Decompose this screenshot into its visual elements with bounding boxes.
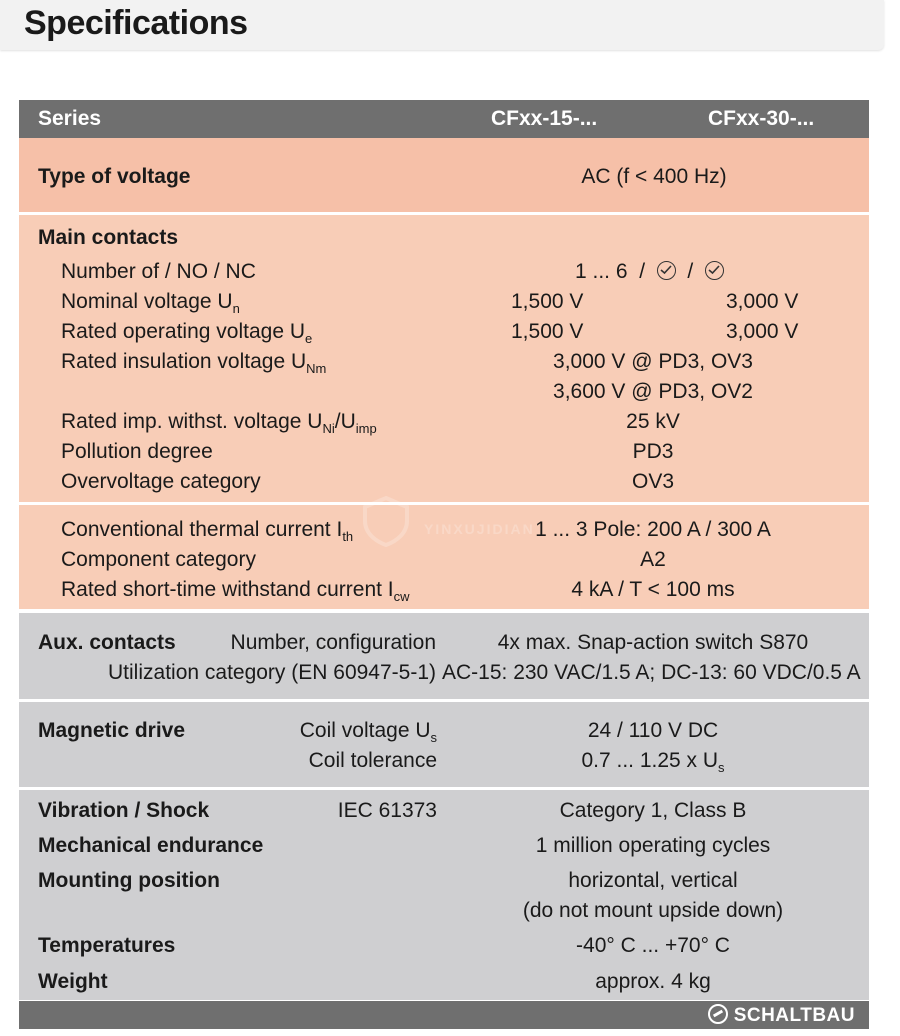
vibration-label: Vibration / Shock bbox=[38, 799, 210, 822]
aux-number-label: Number, configuration bbox=[230, 631, 436, 654]
number-contacts-range: 1 ... 6 bbox=[575, 260, 628, 283]
aux-contacts-heading: Aux. contacts bbox=[38, 631, 176, 654]
operating-voltage-v1: 1,500 V bbox=[511, 320, 584, 343]
aux-utilization-label: Utilization category (EN 60947-5-1) bbox=[108, 661, 436, 684]
number-contacts-sep2: / bbox=[687, 260, 694, 283]
vibration-value: Category 1, Class B bbox=[559, 799, 747, 822]
coil-voltage-text: Coil voltage U bbox=[299, 719, 431, 742]
thermal-current-text: Conventional thermal current I bbox=[61, 518, 343, 541]
insulation-voltage-v2: 3,600 V @ PD3, OV2 bbox=[553, 380, 753, 403]
mounting-position-label: Mounting position bbox=[38, 869, 220, 892]
main-contacts-heading: Main contacts bbox=[38, 226, 179, 249]
no-check-icon bbox=[657, 261, 676, 280]
insulation-voltage-v1: 3,000 V @ PD3, OV3 bbox=[553, 350, 753, 373]
thermal-current-label bbox=[61, 518, 353, 542]
aux-number-value: 4x max. Snap-action switch S870 bbox=[497, 631, 809, 654]
mechanical-endurance-label: Mechanical endurance bbox=[38, 834, 264, 857]
voltage-type-label: Type of voltage bbox=[38, 165, 191, 188]
component-category-label: Component category bbox=[61, 548, 256, 571]
impulse-voltage-slash: /U bbox=[334, 410, 356, 433]
nominal-voltage-v2: 3,000 V bbox=[726, 290, 799, 313]
coil-voltage-label bbox=[300, 719, 437, 743]
watermark bbox=[360, 495, 535, 552]
voltage-type-value: AC (f < 400 Hz) bbox=[581, 165, 727, 188]
coil-tolerance-text: 0.7 ... 1.25 x U bbox=[581, 749, 719, 772]
short-time-current-text: Rated short-time withstand current I bbox=[61, 578, 394, 601]
operating-voltage-text: Rated operating voltage U bbox=[61, 320, 305, 343]
mechanical-endurance-value: 1 million operating cycles bbox=[535, 834, 771, 857]
brand-logo-icon bbox=[708, 1004, 728, 1024]
weight-value: approx. 4 kg bbox=[595, 970, 711, 993]
watermark-shield-icon bbox=[360, 495, 412, 547]
series-col2: CFxx-30-... bbox=[708, 107, 815, 130]
coil-tolerance-label: Coil tolerance bbox=[308, 749, 437, 772]
pollution-degree-value: PD3 bbox=[632, 440, 674, 463]
footer-bar bbox=[19, 1001, 869, 1029]
thermal-current-value: 1 ... 3 Pole: 200 A / 300 A bbox=[535, 518, 771, 541]
impulse-voltage-text: Rated imp. withst. voltage U bbox=[61, 410, 323, 433]
insulation-voltage-sub: Nm bbox=[306, 361, 327, 376]
impulse-voltage-sub1: Ni bbox=[322, 421, 335, 436]
temperatures-value: -40° C ... +70° C bbox=[576, 934, 730, 957]
coil-voltage-value: 24 / 110 V DC bbox=[587, 719, 719, 742]
coil-tolerance-sub: s bbox=[718, 760, 725, 775]
impulse-voltage-label bbox=[61, 410, 377, 434]
short-time-current-label bbox=[61, 578, 410, 602]
aux-utilization-value: AC-15: 230 VAC/1.5 A; DC-13: 60 VDC/0.5 A bbox=[442, 661, 861, 684]
impulse-voltage-sub2: imp bbox=[355, 421, 377, 436]
operating-voltage-v2: 3,000 V bbox=[726, 320, 799, 343]
short-time-current-value: 4 kA / T < 100 ms bbox=[571, 578, 735, 601]
temperatures-label: Temperatures bbox=[38, 934, 176, 957]
series-col1: CFxx-15-... bbox=[491, 107, 598, 130]
mounting-position-value1: horizontal, vertical bbox=[568, 869, 738, 892]
vibration-standard: IEC 61373 bbox=[337, 799, 437, 822]
overvoltage-category-label: Overvoltage category bbox=[61, 470, 261, 493]
general-section bbox=[19, 790, 869, 1000]
magnetic-drive-section bbox=[19, 702, 869, 787]
short-time-current-sub: cw bbox=[393, 589, 410, 604]
coil-tolerance-value bbox=[581, 749, 724, 773]
component-category-value: A2 bbox=[640, 548, 666, 571]
insulation-voltage-text: Rated insulation voltage U bbox=[61, 350, 307, 373]
operating-voltage-label bbox=[61, 320, 312, 344]
overvoltage-category-value: OV3 bbox=[631, 470, 675, 493]
impulse-voltage-value: 25 kV bbox=[626, 410, 680, 433]
insulation-voltage-label bbox=[61, 350, 326, 374]
aux-contacts-section bbox=[19, 613, 869, 699]
brand-name: SCHALTBAU bbox=[733, 1005, 855, 1026]
number-contacts-value bbox=[575, 260, 724, 284]
voltage-type-section bbox=[19, 138, 869, 212]
main-contacts-section bbox=[19, 215, 869, 502]
brand-logo bbox=[708, 1004, 855, 1027]
nc-check-icon bbox=[705, 261, 724, 280]
series-label: Series bbox=[38, 107, 102, 130]
pollution-degree-label: Pollution degree bbox=[61, 440, 213, 463]
series-header-row bbox=[19, 100, 869, 138]
magnetic-drive-heading: Magnetic drive bbox=[38, 719, 186, 742]
operating-voltage-sub: e bbox=[305, 331, 313, 346]
nominal-voltage-v1: 1,500 V bbox=[511, 290, 584, 313]
weight-label: Weight bbox=[38, 970, 108, 993]
watermark-text: YINXUJIDIAN bbox=[424, 521, 535, 537]
thermal-current-sub: th bbox=[342, 529, 354, 544]
mounting-position-value2: (do not mount upside down) bbox=[522, 899, 784, 922]
number-contacts-label: Number of / NO / NC bbox=[61, 260, 256, 283]
nominal-voltage-text: Nominal voltage U bbox=[61, 290, 233, 313]
title-bar bbox=[0, 0, 884, 50]
nominal-voltage-label bbox=[61, 290, 240, 314]
page-title: Specifications bbox=[24, 4, 248, 42]
nominal-voltage-sub: n bbox=[232, 301, 240, 316]
coil-voltage-sub: s bbox=[430, 730, 437, 745]
number-contacts-sep1: / bbox=[639, 260, 646, 283]
